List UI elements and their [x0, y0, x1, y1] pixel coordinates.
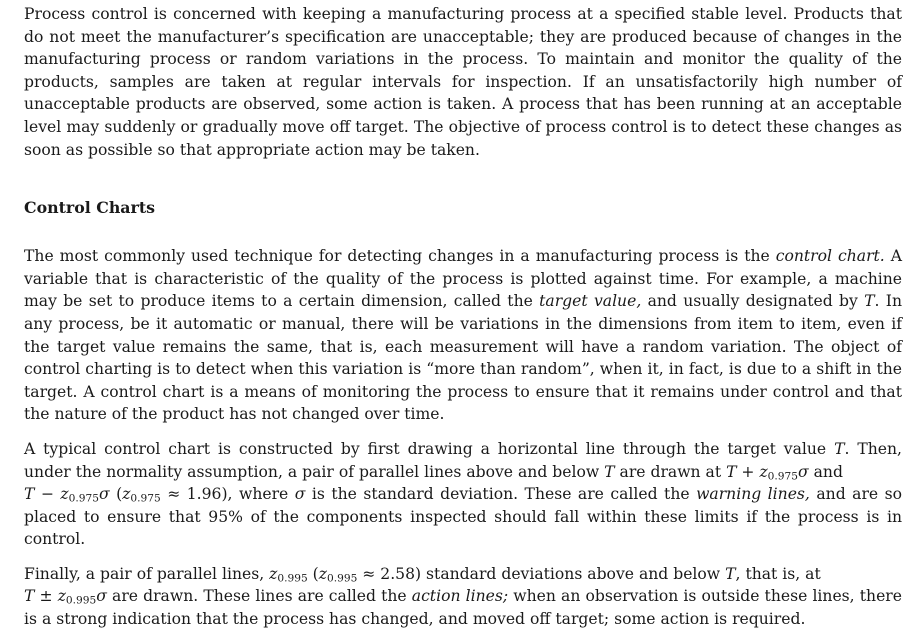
p2-plus: +: [736, 462, 760, 481]
p3-paren-open: (: [307, 564, 319, 583]
p3-emphasis-action-lines: action lines;: [411, 587, 509, 606]
p2-text-e: and are so placed to ensure that 95% of the components inspected should fall within these limits if the process is in control.: [24, 485, 902, 549]
p1-text-b: A variable that is characteristic of the quality of the process is plotted against time. For example, a machine may be set to produce items to a certain dimension, called the: [24, 247, 902, 311]
p2-subscript: 0.975: [68, 492, 99, 505]
p3-subscript: 0.995: [277, 572, 308, 585]
p2-subscript: 0.975: [767, 470, 798, 483]
p3-symbol-T: T: [24, 587, 35, 606]
p3-symbol-T: T: [725, 564, 736, 583]
p3-symbol-z: z: [57, 587, 66, 606]
p2-text-c: are drawn at: [614, 462, 727, 481]
p2-subscript: 0.975: [130, 492, 161, 505]
p2-text-a: A typical control chart is constructed by first drawing a horizontal line through the target value: [24, 439, 835, 458]
p3-plus-minus: ±: [34, 587, 58, 606]
p2-symbol-T: T: [834, 439, 845, 458]
p3-text-a: Finally, a pair of parallel lines,: [24, 564, 270, 583]
p2-symbol-z: z: [759, 462, 768, 481]
p3-symbol-sigma: σ: [96, 587, 107, 606]
p2-symbol-z: z: [122, 485, 131, 504]
p2-paren-open: (: [109, 485, 123, 504]
p3-text-c: , that is, at: [735, 564, 821, 583]
p3-symbol-z: z: [269, 564, 278, 583]
p1-emphasis-target-value: target value,: [539, 292, 642, 311]
p1-emphasis-control-chart: control chart.: [775, 247, 885, 266]
p1-symbol-T: T: [864, 292, 875, 311]
control-chart-paragraph-3: [24, 563, 902, 631]
document-page: [24, 3, 902, 631]
control-chart-paragraph-1: [24, 245, 902, 426]
p3-subscript: 0.995: [65, 595, 97, 608]
p2-approx: ≈ 1.96), where: [160, 485, 295, 504]
section-heading: Control Charts: [24, 198, 156, 218]
p2-symbol-T: T: [24, 485, 35, 504]
intro-paragraph: [24, 3, 902, 161]
p2-symbol-sigma: σ: [294, 485, 306, 504]
p3-symbol-z: z: [318, 564, 327, 583]
intro-text: Process control is concerned with keeping a manufacturing process at a specified stable level. Products that do not meet the manufacturer’s specification are unacceptable; they are produced because of changes in the manufacturing process or random variations in the process. To maintain and monitor the quality of the products, samples are taken at regular intervals for inspection. If an unsatisfactorily high number of unacceptable products are observed, some action is taken. A process that has been running at an acceptable level may suddenly or gradually move off target. The objective of process control is to detect these changes as soon as possible so that appropriate action may be taken.: [24, 5, 902, 159]
p2-symbol-sigma: σ: [98, 485, 110, 504]
p3-text-d: are drawn. These lines are called the: [106, 587, 412, 606]
control-chart-paragraph-2: [24, 438, 902, 551]
p1-text-a: The most commonly used technique for detecting changes in a manufacturing process is the: [24, 247, 776, 266]
p2-and: and: [808, 462, 843, 481]
p2-text-d: is the standard deviation. These are called the: [305, 485, 697, 504]
p2-symbol-T: T: [604, 462, 615, 481]
p2-symbol-T: T: [726, 462, 737, 481]
p2-symbol-sigma: σ: [798, 462, 809, 481]
p2-text-b: . Then, under the normality assumption, a pair of parallel lines above and below: [24, 439, 902, 481]
p1-text-d: . In any process, be it automatic or manual, there will be variations in the dimensions from item to item, even if the target value remains the same, that is, each measurement will have a random variation. The object of control charting is to detect when this variation is “more than random”, when it, in fact, is due to a shift in the target. A control chart is a means of monitoring the process to ensure that it remains under control and that the nature of the product has not changed over time.: [24, 292, 902, 424]
p3-text-e: when an observation is outside these lines, there is a strong indication that the process has changed, and moved off target; some action is required.: [24, 587, 902, 629]
p3-subscript: 0.995: [326, 572, 358, 585]
p2-symbol-z: z: [60, 485, 69, 504]
p1-text-c: and usually designated by: [641, 292, 865, 311]
p2-minus: −: [34, 485, 61, 504]
p2-emphasis-warning-lines: warning lines,: [696, 485, 810, 504]
p3-text-b: ≈ 2.58) standard deviations above and below: [357, 564, 726, 583]
